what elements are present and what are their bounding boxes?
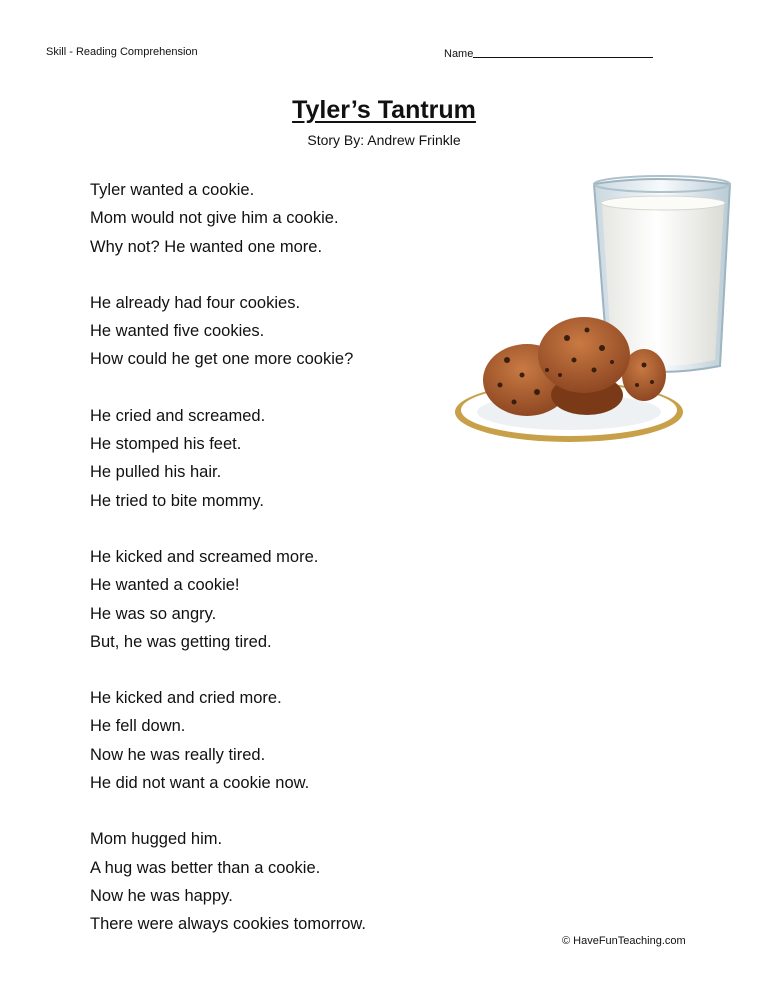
story-line: He already had four cookies.	[90, 293, 301, 312]
story-line: But, he was getting tired.	[90, 632, 272, 651]
story-line: Mom would not give him a cookie.	[90, 209, 339, 228]
story-line: He stomped his feet.	[90, 435, 242, 454]
story-line: He kicked and screamed more.	[90, 547, 319, 566]
story-line: Why not? He wanted one more.	[90, 237, 323, 256]
stanza	[90, 684, 470, 797]
stanza	[90, 176, 470, 261]
story-line: He did not want a cookie now.	[90, 774, 310, 793]
stanza	[90, 543, 470, 656]
story-line: He kicked and cried more.	[90, 689, 282, 708]
copyright-footer: © HaveFunTeaching.com	[562, 935, 686, 947]
stanza	[90, 825, 470, 938]
page-title: Tyler’s Tantrum	[292, 96, 476, 124]
story-line: He pulled his hair.	[90, 463, 222, 482]
story-line: Now he was really tired.	[90, 745, 266, 764]
story-line: He tried to bite mommy.	[90, 491, 264, 510]
skill-label: Skill - Reading Comprehension	[46, 46, 198, 58]
story-line: He cried and screamed.	[90, 406, 266, 425]
name-label: Name	[444, 48, 474, 60]
story-text	[90, 176, 470, 967]
story-line: He was so angry.	[90, 604, 217, 623]
story-line: Now he was happy.	[90, 886, 233, 905]
story-line: A hug was better than a cookie.	[90, 858, 321, 877]
story-line: How could he get one more cookie?	[90, 350, 354, 369]
name-field	[444, 46, 653, 60]
story-line: Tyler wanted a cookie.	[90, 181, 255, 199]
story-line: There were always cookies tomorrow.	[90, 915, 367, 934]
story-line: He fell down.	[90, 717, 186, 736]
story-line: He wanted five cookies.	[90, 322, 265, 341]
story-line: Mom hugged him.	[90, 830, 223, 849]
story-line: He wanted a cookie!	[90, 576, 240, 595]
name-blank-line[interactable]	[473, 46, 653, 58]
stanza	[90, 402, 470, 515]
milk-and-cookies-icon	[452, 170, 742, 450]
byline: Story By: Andrew Frinkle	[307, 132, 461, 148]
stanza	[90, 289, 470, 374]
